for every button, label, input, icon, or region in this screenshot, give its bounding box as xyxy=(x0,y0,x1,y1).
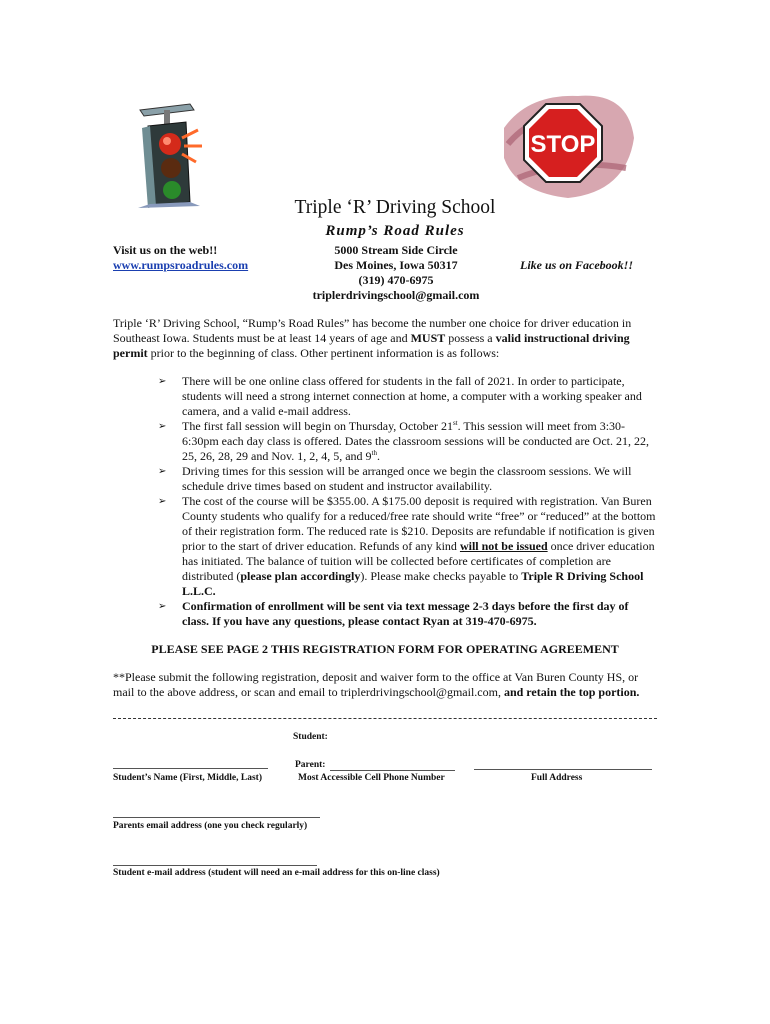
web-label: Visit us on the web!! xyxy=(113,243,218,257)
list-item xyxy=(158,374,658,419)
parent-phone-field[interactable] xyxy=(330,770,455,771)
submit-retain: and retain the top portion. xyxy=(503,685,640,699)
arrow-bullet-icon: ➢ xyxy=(158,496,167,507)
student-email-caption: Student e-mail address (student will need an e-mail address for this on-line class) xyxy=(113,868,440,878)
website-link[interactable]: www.rumpsroadrules.com xyxy=(113,258,249,272)
arrow-bullet-icon: ➢ xyxy=(158,466,167,477)
bullet-cost-text-3: ). Please make checks payable to xyxy=(360,569,522,583)
intro-text-2: possess a xyxy=(445,331,496,345)
student-name-caption: Student’s Name (First, Middle, Last) xyxy=(113,773,262,783)
facebook-text: Like us on Facebook!! xyxy=(520,258,634,272)
see-page-notice: PLEASE SEE PAGE 2 THIS REGISTRATION FORM FOR OPERATING AGREEMENT xyxy=(151,642,619,656)
address-line1: 5000 Stream Side Circle xyxy=(334,243,458,257)
stop-sign-text: STOP xyxy=(530,131,596,158)
bullet-session-text-3: . xyxy=(377,449,380,463)
traffic-light-icon xyxy=(120,102,220,212)
parent-label: Parent: xyxy=(295,760,326,770)
intro-text-3: prior to the beginning of class. Other pertinent information is as follows: xyxy=(147,346,500,360)
bullet-not-issued: will not be issued xyxy=(459,539,548,553)
student-email-field[interactable] xyxy=(113,865,317,866)
school-subtitle: Rump’s Road Rules xyxy=(325,223,465,239)
parent-email-caption: Parents email address (one you check regularly) xyxy=(113,821,308,831)
intro-must: MUST xyxy=(410,331,446,345)
bullet-cost-text-2: once driver education has initiated. The balance of tuition will be collected before certificates of completion are distributed ( xyxy=(182,539,655,583)
ordinal-th: th xyxy=(371,449,377,457)
bullet-payee: Triple R Driving School L.L.C. xyxy=(182,569,644,598)
arrow-bullet-icon: ➢ xyxy=(158,601,167,612)
bullet-cost-text-1: The cost of the course will be $355.00. A $175.00 deposit is required with registration. Van Buren County students who qualify for a reduced/free rate should write “free” or “reduced” at the bottom of their registration form. The reduced rate is $210. Deposits are refundable if notification is given prior to the start of driver education. Refunds of any kind xyxy=(182,494,656,553)
list-item xyxy=(158,599,658,629)
intro-permit: valid instructional driving permit xyxy=(113,331,630,360)
bullet-online-class: There will be one online class offered for students in the fall of 2021. In order to participate, students will need a strong internet connection at home, a computer with a working speaker and camera, and a valid e-mail address. xyxy=(182,374,642,418)
cell-phone-caption: Most Accessible Cell Phone Number xyxy=(298,773,445,783)
contact-email: triplerdrivingschool@gmail.com xyxy=(312,288,480,302)
bullet-plan-accordingly: please plan accordingly xyxy=(240,569,361,583)
student-label: Student: xyxy=(293,732,328,742)
contact-block xyxy=(283,243,509,303)
parent-email-field[interactable] xyxy=(113,817,320,818)
student-name-field[interactable] xyxy=(113,768,268,769)
stop-sign-icon xyxy=(498,88,638,203)
info-list xyxy=(158,374,658,629)
arrow-bullet-icon: ➢ xyxy=(158,421,167,432)
school-title: Triple ‘R’ Driving School xyxy=(294,197,496,218)
bullet-driving-times: Driving times for this session will be arranged once we begin the classroom sessions. We will schedule drive times based on student and instructor availability. xyxy=(182,464,632,493)
intro-paragraph xyxy=(113,316,643,361)
list-item xyxy=(158,419,658,464)
bullet-confirmation: Confirmation of enrollment will be sent via text message 2-3 days before the first day of class. If you have any questions, please contact Ryan at 319-470-6975. xyxy=(182,599,629,628)
phone-number: (319) 470-6975 xyxy=(358,273,434,287)
cut-line-divider xyxy=(113,718,657,719)
bullet-session-text-1: The first fall session will begin on Thursday, October 21 xyxy=(182,419,453,433)
intro-text-1: Triple ‘R’ Driving School, “Rump’s Road Rules” has become the number one choice for driver education in Southeast Iowa. Students must be at least 14 years of age and xyxy=(113,316,632,345)
full-address-caption: Full Address xyxy=(531,773,583,783)
ordinal-st: st xyxy=(452,419,458,427)
website-block xyxy=(113,243,248,273)
bullet-session-text-2: . This session will meet from 3:30-6:30pm each day class is offered. Dates the classroom sessions will be conducted are Oct. 21, 22, 25, 26, 28, 29 and Nov. 1, 2, 4, 5, and 9 xyxy=(182,419,649,463)
list-item xyxy=(158,464,658,494)
list-item xyxy=(158,494,658,599)
address-line2: Des Moines, Iowa 50317 xyxy=(334,258,458,272)
arrow-bullet-icon: ➢ xyxy=(158,376,167,387)
submit-instructions xyxy=(113,670,653,700)
full-address-field[interactable] xyxy=(474,769,652,770)
submit-text: **Please submit the following registration, deposit and waiver form to the office at Van Buren County HS, or mail to the above address, or scan and email to triplerdrivingschool@gmail.com, xyxy=(113,670,639,699)
